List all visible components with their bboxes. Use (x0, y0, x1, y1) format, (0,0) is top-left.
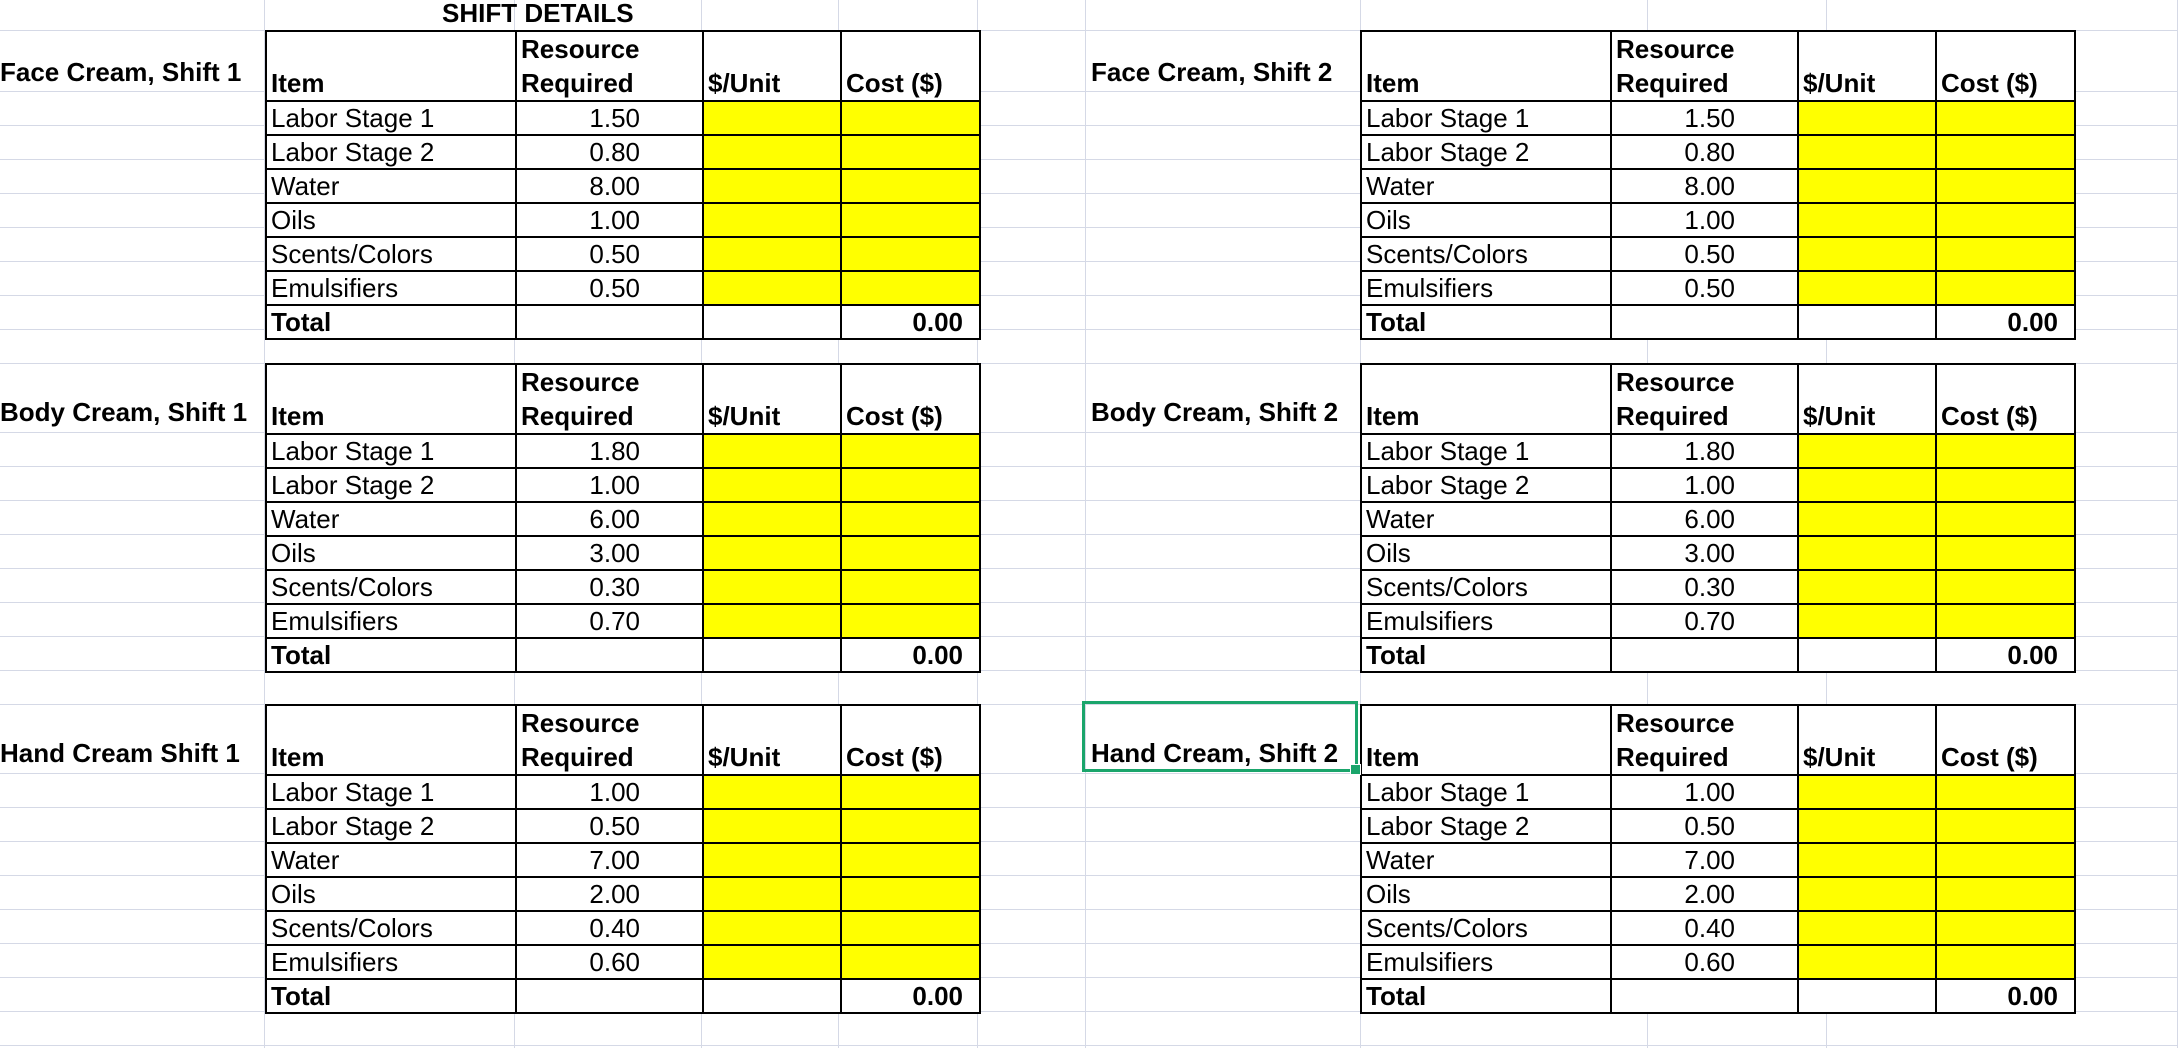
cost-input-cell[interactable] (841, 604, 980, 638)
resource-required-cell[interactable]: 0.70 (516, 604, 703, 638)
item-cell[interactable]: Labor Stage 2 (1361, 468, 1611, 502)
block-label[interactable]: Face Cream, Shift 2 (1091, 57, 1333, 87)
header-resource-line2: Required (521, 742, 634, 772)
item-cell[interactable]: Scents/Colors (1361, 570, 1611, 604)
shift-table (265, 363, 981, 673)
header-cost[interactable]: Cost ($) (1936, 31, 2075, 101)
per-unit-input-cell[interactable] (703, 468, 841, 502)
item-cell[interactable]: Emulsifiers (1361, 945, 1611, 979)
empty-cell[interactable] (1611, 979, 1798, 1013)
item-cell[interactable]: Oils (266, 877, 516, 911)
resource-required-cell[interactable]: 0.80 (516, 135, 703, 169)
resource-required-cell[interactable]: 1.50 (516, 101, 703, 135)
resource-required-cell[interactable]: 6.00 (516, 502, 703, 536)
resource-required-cell[interactable]: 0.50 (516, 271, 703, 305)
cost-input-cell[interactable] (841, 809, 980, 843)
cost-input-cell[interactable] (841, 502, 980, 536)
empty-cell[interactable] (1611, 305, 1798, 339)
per-unit-input-cell[interactable] (1798, 203, 1936, 237)
table-row (1361, 169, 2075, 203)
resource-required-cell[interactable]: 6.00 (1611, 502, 1798, 536)
table-row (266, 502, 980, 536)
per-unit-input-cell[interactable] (703, 169, 841, 203)
item-cell[interactable]: Labor Stage 1 (1361, 101, 1611, 135)
resource-required-cell[interactable]: 0.50 (516, 809, 703, 843)
item-cell[interactable]: Oils (1361, 203, 1611, 237)
per-unit-input-cell[interactable] (1798, 271, 1936, 305)
item-cell[interactable]: Scents/Colors (266, 911, 516, 945)
table-row (1361, 809, 2075, 843)
cost-input-cell[interactable] (841, 169, 980, 203)
per-unit-input-cell[interactable] (1798, 536, 1936, 570)
total-label-cell[interactable]: Total (1361, 305, 1611, 339)
item-cell[interactable]: Scents/Colors (266, 237, 516, 271)
resource-required-cell[interactable]: 2.00 (1611, 877, 1798, 911)
gridline-horizontal (0, 1045, 2178, 1046)
block-label[interactable]: Body Cream, Shift 2 (1091, 397, 1339, 427)
item-cell[interactable]: Labor Stage 2 (1361, 809, 1611, 843)
per-unit-input-cell[interactable] (703, 237, 841, 271)
total-row (1361, 305, 2075, 339)
table-row (1361, 775, 2075, 809)
resource-required-cell[interactable]: 0.40 (516, 911, 703, 945)
table-row (266, 237, 980, 271)
header-item[interactable]: Item (1361, 364, 1611, 434)
cost-input-cell[interactable] (841, 945, 980, 979)
item-cell[interactable]: Emulsifiers (266, 604, 516, 638)
table-header (1361, 31, 2075, 101)
cost-input-cell[interactable] (841, 434, 980, 468)
per-unit-input-cell[interactable] (1798, 945, 1936, 979)
cost-input-cell[interactable] (1936, 877, 2075, 911)
resource-required-cell[interactable]: 0.80 (1611, 135, 1798, 169)
header-resource-line1: Resource (1616, 34, 1735, 64)
per-unit-input-cell[interactable] (703, 502, 841, 536)
per-unit-input-cell[interactable] (703, 843, 841, 877)
cost-input-cell[interactable] (1936, 271, 2075, 305)
total-cost-cell[interactable]: 0.00 (841, 979, 980, 1013)
header-cost[interactable]: Cost ($) (841, 31, 980, 101)
cost-input-cell[interactable] (1936, 570, 2075, 604)
empty-cell[interactable] (1798, 638, 1936, 672)
resource-required-cell[interactable]: 0.40 (1611, 911, 1798, 945)
table-header (266, 705, 980, 775)
header-resource-line1: Resource (521, 367, 640, 397)
shift-table (265, 704, 981, 1014)
cost-input-cell[interactable] (1936, 945, 2075, 979)
table-row (266, 877, 980, 911)
resource-required-cell[interactable]: 2.00 (516, 877, 703, 911)
item-cell[interactable]: Scents/Colors (266, 570, 516, 604)
header-cost[interactable]: Cost ($) (1936, 705, 2075, 775)
per-unit-input-cell[interactable] (703, 135, 841, 169)
cost-input-cell[interactable] (841, 237, 980, 271)
cost-input-cell[interactable] (1936, 169, 2075, 203)
cost-input-cell[interactable] (1936, 502, 2075, 536)
cost-input-cell[interactable] (1936, 775, 2075, 809)
empty-cell[interactable] (1798, 305, 1936, 339)
table-row (266, 945, 980, 979)
item-cell[interactable]: Oils (1361, 877, 1611, 911)
header-cost[interactable]: Cost ($) (841, 364, 980, 434)
header-resource-required[interactable] (1611, 705, 1798, 775)
item-cell[interactable]: Oils (266, 536, 516, 570)
sheet-title: SHIFT DETAILS (442, 0, 634, 28)
block-label[interactable]: Hand Cream, Shift 2 (1091, 738, 1339, 768)
table-row (266, 843, 980, 877)
cost-input-cell[interactable] (841, 536, 980, 570)
item-cell[interactable]: Oils (266, 203, 516, 237)
table-row (1361, 203, 2075, 237)
resource-required-cell[interactable]: 1.00 (516, 775, 703, 809)
table-row (1361, 237, 2075, 271)
per-unit-input-cell[interactable] (1798, 502, 1936, 536)
cost-input-cell[interactable] (841, 468, 980, 502)
header-resource-required[interactable] (516, 31, 703, 101)
resource-required-cell[interactable]: 0.30 (516, 570, 703, 604)
resource-required-cell[interactable]: 1.00 (1611, 468, 1798, 502)
cost-input-cell[interactable] (1936, 434, 2075, 468)
resource-required-cell[interactable]: 1.00 (516, 468, 703, 502)
item-cell[interactable]: Water (266, 843, 516, 877)
header-resource-line2: Required (1616, 68, 1729, 98)
per-unit-input-cell[interactable] (1798, 911, 1936, 945)
table-row (1361, 502, 2075, 536)
cost-input-cell[interactable] (1936, 604, 2075, 638)
item-cell[interactable]: Labor Stage 2 (1361, 135, 1611, 169)
header-per-unit[interactable]: $/Unit (703, 705, 841, 775)
cost-input-cell[interactable] (1936, 237, 2075, 271)
item-cell[interactable]: Labor Stage 1 (1361, 434, 1611, 468)
total-label-cell[interactable]: Total (266, 638, 516, 672)
table-row (266, 604, 980, 638)
shift-table (265, 30, 981, 340)
item-cell[interactable]: Emulsifiers (1361, 271, 1611, 305)
total-label-cell[interactable]: Total (266, 979, 516, 1013)
cost-input-cell[interactable] (1936, 536, 2075, 570)
header-per-unit[interactable]: $/Unit (1798, 31, 1936, 101)
resource-required-cell[interactable]: 1.50 (1611, 101, 1798, 135)
cost-input-cell[interactable] (1936, 135, 2075, 169)
total-cost-cell[interactable]: 0.00 (1936, 979, 2075, 1013)
resource-required-cell[interactable]: 0.50 (1611, 809, 1798, 843)
header-cost[interactable]: Cost ($) (841, 705, 980, 775)
table-row (1361, 877, 2075, 911)
per-unit-input-cell[interactable] (1798, 237, 1936, 271)
table-row (1361, 101, 2075, 135)
header-item[interactable]: Item (266, 705, 516, 775)
cost-input-cell[interactable] (841, 203, 980, 237)
selected-cell[interactable] (1082, 701, 1358, 772)
item-cell[interactable]: Labor Stage 2 (266, 809, 516, 843)
cost-input-cell[interactable] (1936, 843, 2075, 877)
empty-cell[interactable] (1798, 979, 1936, 1013)
resource-required-cell[interactable]: 3.00 (516, 536, 703, 570)
table-row (1361, 468, 2075, 502)
empty-cell[interactable] (516, 305, 703, 339)
resource-required-cell[interactable]: 8.00 (516, 169, 703, 203)
cost-input-cell[interactable] (841, 101, 980, 135)
table-row (1361, 271, 2075, 305)
table-row (266, 536, 980, 570)
per-unit-input-cell[interactable] (703, 877, 841, 911)
resource-required-cell[interactable]: 1.80 (516, 434, 703, 468)
per-unit-input-cell[interactable] (703, 945, 841, 979)
item-cell[interactable]: Labor Stage 1 (266, 101, 516, 135)
per-unit-input-cell[interactable] (1798, 468, 1936, 502)
header-resource-line2: Required (521, 401, 634, 431)
resource-required-cell[interactable]: 0.70 (1611, 604, 1798, 638)
per-unit-input-cell[interactable] (703, 536, 841, 570)
table-header (1361, 705, 2075, 775)
resource-required-cell[interactable]: 0.50 (1611, 271, 1798, 305)
cost-input-cell[interactable] (1936, 101, 2075, 135)
total-row (266, 305, 980, 339)
total-row (1361, 979, 2075, 1013)
block-label[interactable]: Body Cream, Shift 1 (0, 397, 248, 427)
header-resource-required[interactable] (1611, 364, 1798, 434)
cost-input-cell[interactable] (1936, 203, 2075, 237)
resource-required-cell[interactable]: 0.60 (1611, 945, 1798, 979)
table-row (266, 203, 980, 237)
resource-required-cell[interactable]: 1.00 (1611, 203, 1798, 237)
header-item[interactable]: Item (1361, 705, 1611, 775)
table-row (1361, 843, 2075, 877)
resource-required-cell[interactable]: 0.50 (516, 237, 703, 271)
per-unit-input-cell[interactable] (703, 911, 841, 945)
table-row (1361, 434, 2075, 468)
cost-input-cell[interactable] (1936, 468, 2075, 502)
resource-required-cell[interactable]: 0.60 (516, 945, 703, 979)
shift-table (1360, 363, 2076, 673)
gridline-vertical (1085, 0, 1086, 1048)
resource-required-cell[interactable]: 8.00 (1611, 169, 1798, 203)
item-cell[interactable]: Labor Stage 2 (266, 135, 516, 169)
shift-table (1360, 704, 2076, 1014)
table-header (266, 364, 980, 434)
header-resource-required[interactable] (1611, 31, 1798, 101)
item-cell[interactable]: Water (1361, 843, 1611, 877)
item-cell[interactable]: Labor Stage 1 (1361, 775, 1611, 809)
per-unit-input-cell[interactable] (703, 570, 841, 604)
cost-input-cell[interactable] (841, 877, 980, 911)
resource-required-cell[interactable]: 1.00 (516, 203, 703, 237)
block-label[interactable]: Face Cream, Shift 1 (0, 57, 242, 87)
per-unit-input-cell[interactable] (703, 101, 841, 135)
total-cost-cell[interactable]: 0.00 (841, 305, 980, 339)
header-resource-required[interactable] (516, 364, 703, 434)
per-unit-input-cell[interactable] (703, 434, 841, 468)
total-label-cell[interactable]: Total (1361, 979, 1611, 1013)
cost-input-cell[interactable] (841, 271, 980, 305)
total-cost-cell[interactable]: 0.00 (1936, 305, 2075, 339)
table-header (1361, 364, 2075, 434)
block-label[interactable]: Hand Cream Shift 1 (0, 738, 240, 768)
resource-required-cell[interactable]: 1.80 (1611, 434, 1798, 468)
table-row (266, 809, 980, 843)
cost-input-cell[interactable] (841, 911, 980, 945)
per-unit-input-cell[interactable] (1798, 604, 1936, 638)
per-unit-input-cell[interactable] (1798, 434, 1936, 468)
resource-required-cell[interactable]: 0.50 (1611, 237, 1798, 271)
item-cell[interactable]: Emulsifiers (266, 945, 516, 979)
table-row (266, 570, 980, 604)
table-row (1361, 570, 2075, 604)
per-unit-input-cell[interactable] (703, 809, 841, 843)
table-header (266, 31, 980, 101)
empty-cell[interactable] (516, 638, 703, 672)
item-cell[interactable]: Oils (1361, 536, 1611, 570)
cost-input-cell[interactable] (841, 843, 980, 877)
header-resource-line1: Resource (521, 708, 640, 738)
header-item[interactable]: Item (266, 364, 516, 434)
header-item[interactable]: Item (266, 31, 516, 101)
per-unit-input-cell[interactable] (1798, 101, 1936, 135)
header-resource-line1: Resource (521, 34, 640, 64)
cost-input-cell[interactable] (841, 775, 980, 809)
resource-required-cell[interactable]: 1.00 (1611, 775, 1798, 809)
resource-required-cell[interactable]: 7.00 (1611, 843, 1798, 877)
empty-cell[interactable] (703, 979, 841, 1013)
empty-cell[interactable] (703, 638, 841, 672)
table-row (266, 775, 980, 809)
per-unit-input-cell[interactable] (1798, 877, 1936, 911)
total-label-cell[interactable]: Total (1361, 638, 1611, 672)
table-row (266, 135, 980, 169)
per-unit-input-cell[interactable] (1798, 843, 1936, 877)
item-cell[interactable]: Water (1361, 169, 1611, 203)
cost-input-cell[interactable] (1936, 911, 2075, 945)
table-row (266, 468, 980, 502)
item-cell[interactable]: Emulsifiers (266, 271, 516, 305)
total-row (1361, 638, 2075, 672)
header-per-unit[interactable]: $/Unit (703, 31, 841, 101)
item-cell[interactable]: Water (266, 502, 516, 536)
per-unit-input-cell[interactable] (703, 271, 841, 305)
cost-input-cell[interactable] (841, 570, 980, 604)
table-row (1361, 911, 2075, 945)
header-resource-line2: Required (1616, 401, 1729, 431)
resource-required-cell[interactable]: 7.00 (516, 843, 703, 877)
header-resource-line2: Required (521, 68, 634, 98)
empty-cell[interactable] (516, 979, 703, 1013)
table-row (266, 911, 980, 945)
resource-required-cell[interactable]: 3.00 (1611, 536, 1798, 570)
per-unit-input-cell[interactable] (1798, 169, 1936, 203)
header-resource-line2: Required (1616, 742, 1729, 772)
table-row (266, 434, 980, 468)
item-cell[interactable]: Water (266, 169, 516, 203)
header-item[interactable]: Item (1361, 31, 1611, 101)
table-row (266, 271, 980, 305)
header-resource-line1: Resource (1616, 708, 1735, 738)
header-per-unit[interactable]: $/Unit (1798, 364, 1936, 434)
total-cost-cell[interactable]: 0.00 (1936, 638, 2075, 672)
item-cell[interactable]: Scents/Colors (1361, 911, 1611, 945)
per-unit-input-cell[interactable] (1798, 570, 1936, 604)
header-resource-required[interactable] (516, 705, 703, 775)
table-row (1361, 536, 2075, 570)
header-resource-line1: Resource (1616, 367, 1735, 397)
fill-handle[interactable] (1350, 764, 1361, 775)
total-row (266, 979, 980, 1013)
header-per-unit[interactable]: $/Unit (1798, 705, 1936, 775)
table-row (1361, 135, 2075, 169)
total-cost-cell[interactable]: 0.00 (841, 638, 980, 672)
resource-required-cell[interactable]: 0.30 (1611, 570, 1798, 604)
cost-input-cell[interactable] (1936, 809, 2075, 843)
empty-cell[interactable] (703, 305, 841, 339)
shift-table (1360, 30, 2076, 340)
total-row (266, 638, 980, 672)
item-cell[interactable]: Scents/Colors (1361, 237, 1611, 271)
per-unit-input-cell[interactable] (1798, 135, 1936, 169)
item-cell[interactable]: Labor Stage 1 (266, 434, 516, 468)
table-row (1361, 604, 2075, 638)
total-label-cell[interactable]: Total (266, 305, 516, 339)
empty-cell[interactable] (1611, 638, 1798, 672)
table-row (266, 101, 980, 135)
per-unit-input-cell[interactable] (703, 604, 841, 638)
table-row (1361, 945, 2075, 979)
cost-input-cell[interactable] (841, 135, 980, 169)
table-row (266, 169, 980, 203)
per-unit-input-cell[interactable] (1798, 775, 1936, 809)
per-unit-input-cell[interactable] (703, 203, 841, 237)
header-cost[interactable]: Cost ($) (1936, 364, 2075, 434)
header-per-unit[interactable]: $/Unit (703, 364, 841, 434)
item-cell[interactable]: Labor Stage 2 (266, 468, 516, 502)
item-cell[interactable]: Labor Stage 1 (266, 775, 516, 809)
per-unit-input-cell[interactable] (1798, 809, 1936, 843)
item-cell[interactable]: Emulsifiers (1361, 604, 1611, 638)
per-unit-input-cell[interactable] (703, 775, 841, 809)
item-cell[interactable]: Water (1361, 502, 1611, 536)
